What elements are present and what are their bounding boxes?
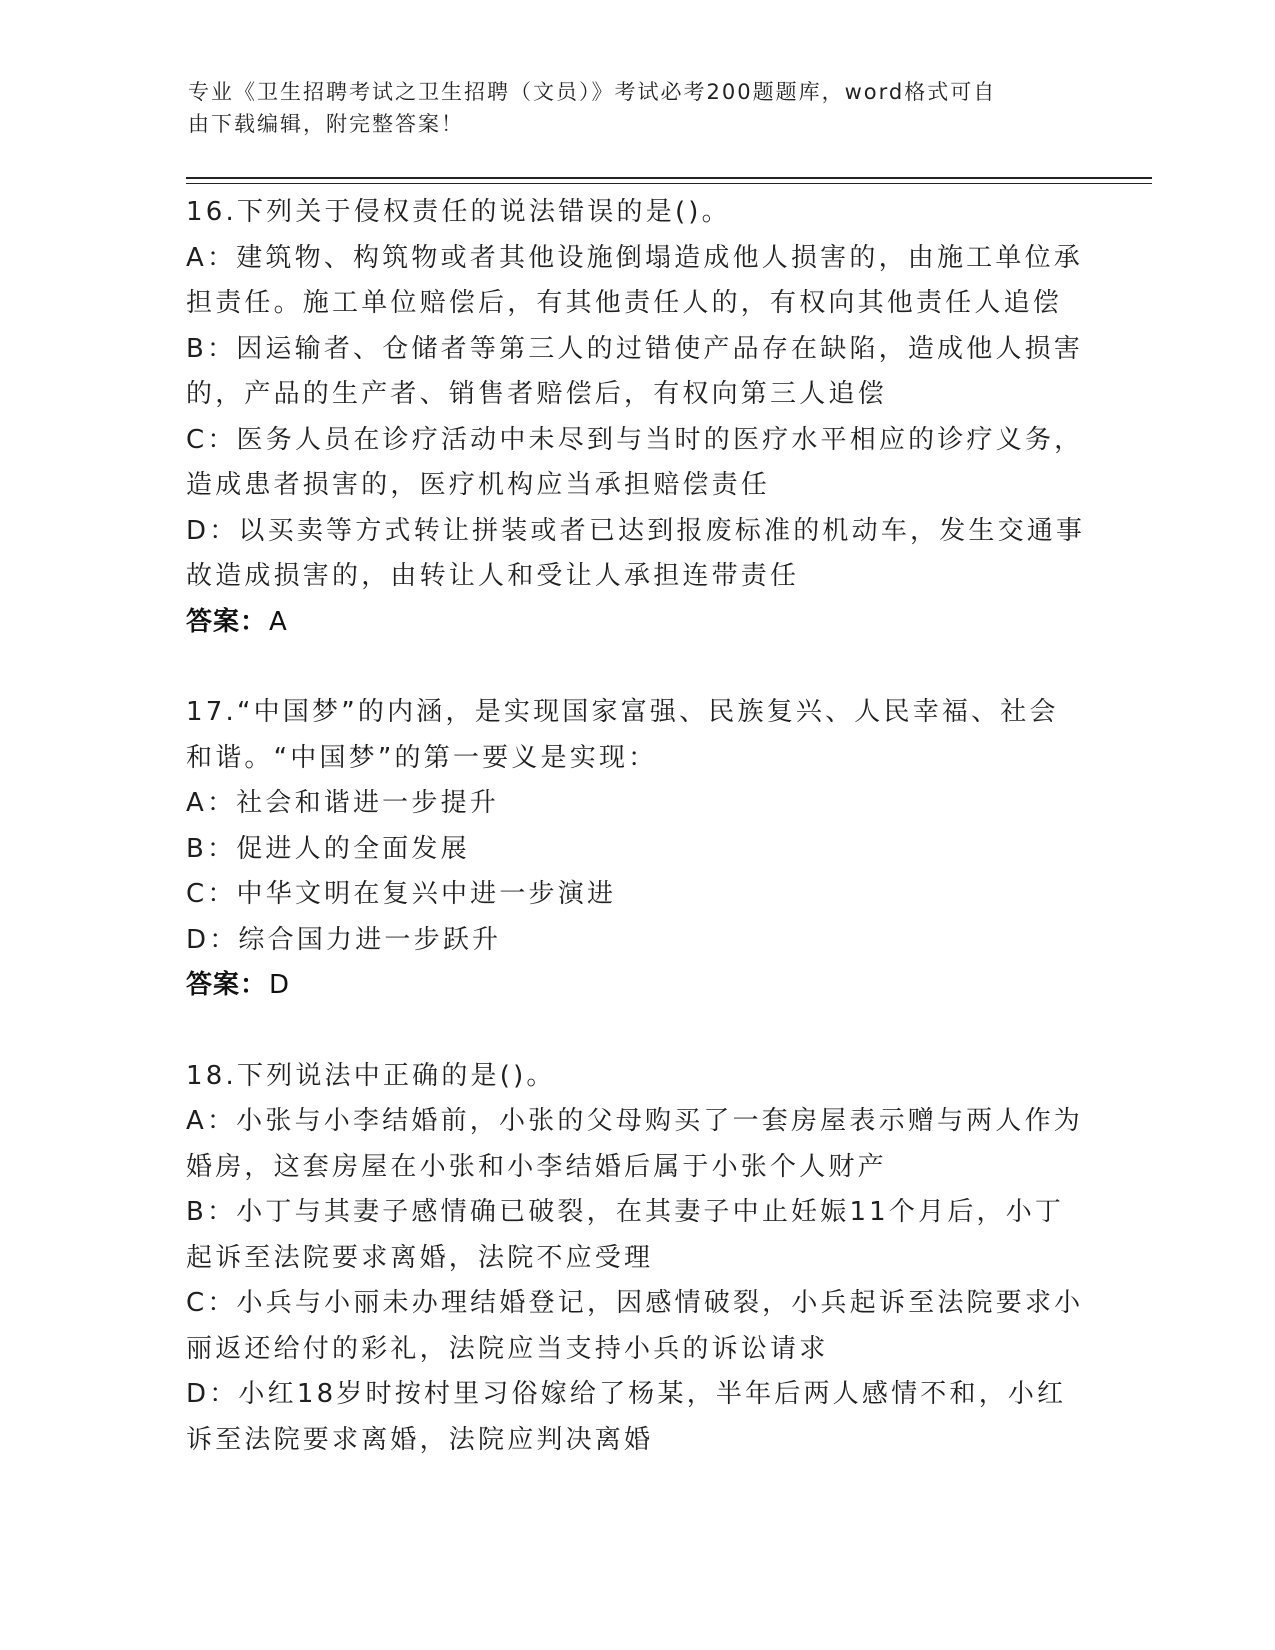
option-d: D：小红18岁时按村里习俗嫁给了杨某，半年后两人感情不和，小红 — [186, 1379, 1067, 1409]
header-line-1: 专业《卫生招聘考试之卫生招聘（文员）》考试必考200题题库，word格式可自 — [188, 80, 997, 104]
question-spacer — [186, 1009, 1086, 1054]
question-stem-continued: 和谐。“中国梦”的第一要义是实现： — [186, 742, 658, 773]
option-d-continued: 故造成损害的，由转让人和受让人承担连带责任 — [186, 561, 800, 591]
option-d: D：以买卖等方式转让拼装或者已达到报废标准的机动车，发生交通事 — [186, 515, 1086, 546]
option-d: D：综合国力进一步跃升 — [186, 924, 502, 955]
option-a-continued: 婚房，这套房屋在小张和小李结婚后属于小张个人财产 — [186, 1151, 887, 1182]
option-c: C：中华文明在复兴中进一步演进 — [186, 879, 617, 909]
option-a: A：建筑物、构筑物或者其他设施倒塌造成他人损害的，由施工单位承 — [186, 242, 1083, 273]
option-c-continued: 造成患者损害的，医疗机构应当承担赔偿责任 — [186, 470, 771, 500]
question-16 — [186, 190, 1086, 645]
option-b: B：因运输者、仓储者等第三人的过错使产品存在缺陷，造成他人损害 — [186, 333, 1084, 364]
answer-value: D — [269, 970, 291, 1000]
answer-value: A — [269, 606, 288, 637]
header-line-2: 由下载编辑，附完整答案！ — [188, 112, 464, 136]
option-c-continued: 丽返还给付的彩礼，法院应当支持小兵的诉讼请求 — [186, 1333, 829, 1364]
question-spacer — [186, 645, 1086, 690]
option-a: A：社会和谐进一步提升 — [186, 788, 499, 818]
option-b-continued: 的，产品的生产者、销售者赔偿后，有权向第三人追偿 — [186, 379, 887, 409]
option-b: B：促进人的全面发展 — [186, 833, 470, 864]
question-stem: 16.下列关于侵权责任的说法错误的是()。 — [186, 197, 731, 227]
option-a-continued: 担责任。施工单位赔偿后，有其他责任人的，有权向其他责任人追偿 — [186, 288, 1063, 318]
question-18 — [186, 1054, 1086, 1464]
option-b: B：小丁与其妻子感情确已破裂，在其妻子中止妊娠11个月后，小丁 — [186, 1197, 1065, 1227]
question-list — [186, 190, 1086, 1463]
option-b-continued: 起诉至法院要求离婚，法院不应受理 — [186, 1242, 654, 1273]
answer-line — [186, 600, 1086, 646]
answer-label: 答案： — [186, 606, 268, 637]
question-stem: 18.下列说法中正确的是()。 — [186, 1060, 556, 1091]
document-header — [188, 76, 1068, 140]
answer-label: 答案： — [186, 970, 268, 1000]
question-stem: 17.“中国梦”的内涵，是实现国家富强、民族复兴、人民幸福、社会 — [186, 697, 1059, 727]
header-divider-thin — [186, 183, 1152, 184]
question-17 — [186, 690, 1086, 1009]
option-a: A：小张与小李结婚前，小张的父母购买了一套房屋表示赠与两人作为 — [186, 1106, 1083, 1136]
option-c: C：医务人员在诊疗活动中未尽到与当时的医疗水平相应的诊疗义务， — [186, 424, 1084, 455]
answer-line — [186, 963, 1086, 1009]
header-divider-thick — [186, 177, 1152, 179]
option-c: C：小兵与小丽未办理结婚登记，因感情破裂，小兵起诉至法院要求小 — [186, 1288, 1084, 1318]
option-d-continued: 诉至法院要求离婚，法院应判决离婚 — [186, 1424, 654, 1455]
